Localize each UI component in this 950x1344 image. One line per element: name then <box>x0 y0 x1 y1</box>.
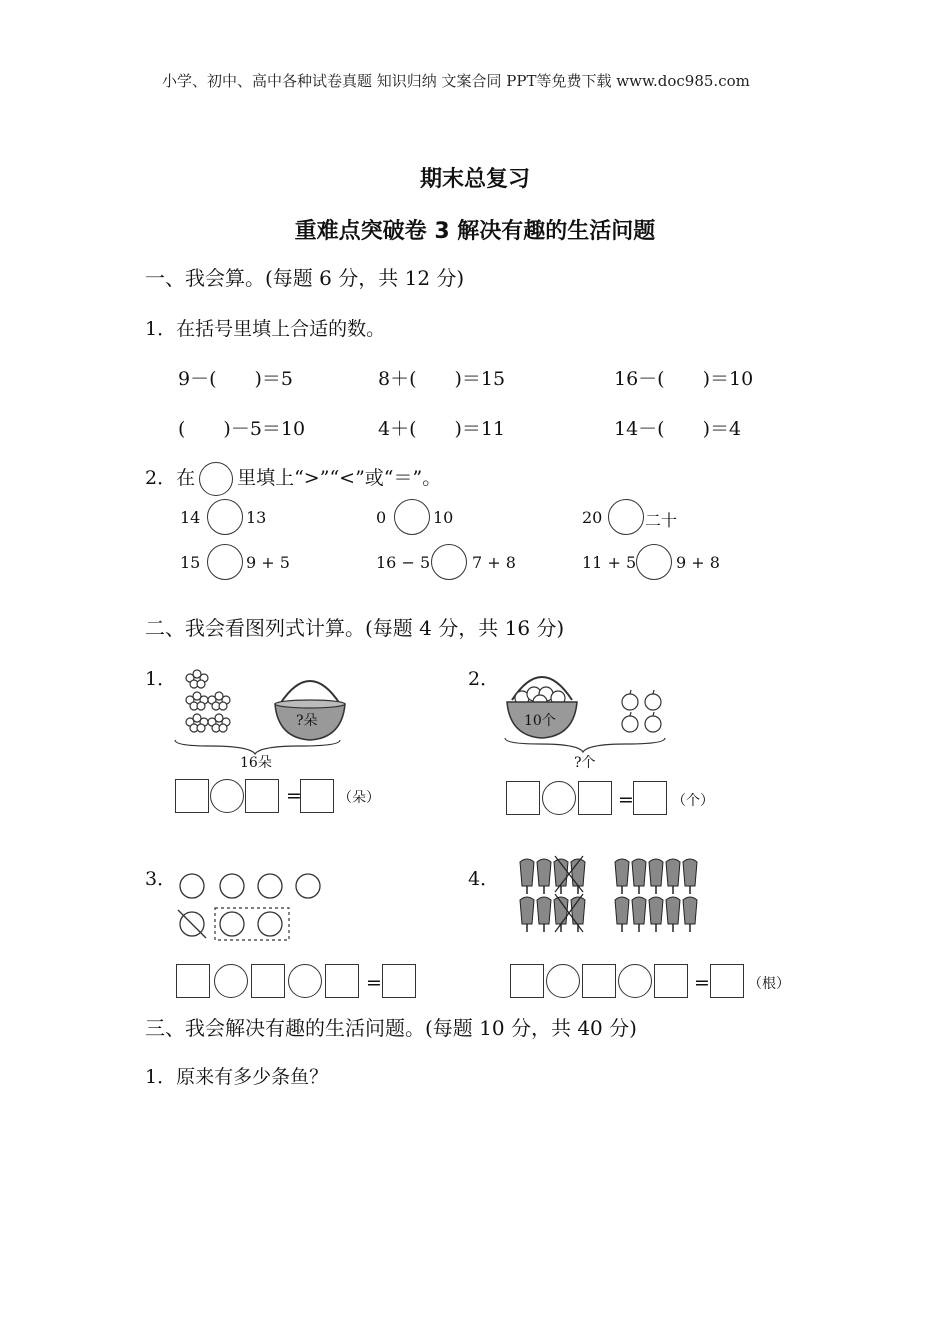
p4-number: 4． <box>468 868 500 890</box>
flower-icon <box>208 692 230 710</box>
flower-icon <box>186 670 208 688</box>
answer-box[interactable] <box>654 964 688 998</box>
s1-q2-label-after: 里填上“>”“<”或“＝”。 <box>237 467 442 489</box>
compare-circle[interactable] <box>608 499 644 535</box>
s1-q1-label: 1．在括号里填上合适的数。 <box>145 318 386 340</box>
s1-q1-r2-c2: 4＋( )＝11 <box>378 418 506 440</box>
cmp-r2-1-left: 15 <box>180 553 201 572</box>
p4-unit: （根） <box>748 976 790 992</box>
p2-number: 2． <box>468 668 500 690</box>
equals-sign: = <box>366 972 382 994</box>
answer-box[interactable] <box>506 781 540 815</box>
p1-number: 1． <box>145 668 177 690</box>
s1-q1-r2-c3: 14－( )＝4 <box>614 418 742 440</box>
s1-q1-r2-c1: ( )－5＝10 <box>178 418 306 440</box>
cmp-r1-3-left: 20 <box>582 508 603 527</box>
answer-box[interactable] <box>300 779 334 813</box>
section-3-heading: 三、我会解决有趣的生活问题。(每题 10 分，共 40 分) <box>145 1016 637 1040</box>
answer-box[interactable] <box>633 781 667 815</box>
answer-box[interactable] <box>245 779 279 813</box>
cmp-r2-2-right: 7 + 8 <box>472 553 516 572</box>
p2-total-label: ?个 <box>574 755 596 771</box>
p2-basket-label: 10个 <box>524 713 556 729</box>
answer-box[interactable] <box>582 964 616 998</box>
compare-circle[interactable] <box>394 499 430 535</box>
cmp-r2-1-right: 9 + 5 <box>246 553 290 572</box>
answer-box[interactable] <box>176 964 210 998</box>
answer-box[interactable] <box>251 964 285 998</box>
operator-circle[interactable] <box>546 964 580 998</box>
answer-box[interactable] <box>578 781 612 815</box>
answer-box[interactable] <box>175 779 209 813</box>
cmp-r2-3-right: 9 + 8 <box>676 553 720 572</box>
p1-unit: （朵） <box>338 790 380 806</box>
cmp-r2-2-left: 16 − 5 <box>376 553 431 572</box>
answer-box[interactable] <box>510 964 544 998</box>
equals-sign: = <box>694 972 710 994</box>
flower-icon <box>186 714 208 732</box>
s1-q1-r1-c2: 8＋( )＝15 <box>378 368 506 390</box>
compare-circle[interactable] <box>431 544 467 580</box>
cmp-r1-1-left: 14 <box>180 508 201 527</box>
operator-circle[interactable] <box>214 964 248 998</box>
equals-sign: = <box>618 789 634 811</box>
section-1-heading: 一、我会算。(每题 6 分，共 12 分) <box>145 266 465 290</box>
equals-sign: = <box>286 785 302 807</box>
flower-icon <box>208 714 230 732</box>
page-subtitle: 重难点突破卷 3 解决有趣的生活问题 <box>294 219 656 244</box>
cmp-r1-2-right: 10 <box>433 508 454 527</box>
s1-q2-label-before: 2．在 <box>145 467 196 489</box>
cmp-r2-3-left: 11 + 5 <box>582 553 637 572</box>
p1-total-label: 16朵 <box>240 755 272 771</box>
answer-circle-example <box>199 462 233 496</box>
cmp-r1-3-right: 二十 <box>645 511 678 530</box>
answer-box[interactable] <box>710 964 744 998</box>
p3-number: 3． <box>145 868 177 890</box>
answer-box[interactable] <box>382 964 416 998</box>
compare-circle[interactable] <box>207 499 243 535</box>
page-title: 期末总复习 <box>419 167 530 192</box>
popsicles-illustration <box>515 854 725 939</box>
section-2-heading: 二、我会看图列式计算。(每题 4 分，共 16 分) <box>145 616 565 640</box>
cmp-r1-2-left: 0 <box>376 508 387 527</box>
operator-circle[interactable] <box>210 779 244 813</box>
s1-q2-label <box>145 462 441 496</box>
s1-q1-r1-c1: 9－( )＝5 <box>178 368 294 390</box>
compare-circle[interactable] <box>636 544 672 580</box>
compare-circle[interactable] <box>207 544 243 580</box>
operator-circle[interactable] <box>542 781 576 815</box>
page-header: 小学、初中、高中各种试卷真题 知识归纳 文案合同 PPT等免费下载 www.doc985.com <box>162 72 750 90</box>
popsicle-icon <box>520 859 697 932</box>
p2-unit: （个） <box>672 793 714 809</box>
s3-q1-label: 1．原来有多少条鱼？ <box>145 1066 329 1088</box>
cmp-r1-1-right: 13 <box>246 508 267 527</box>
circles-illustration <box>170 870 330 945</box>
flower-icon <box>186 692 208 710</box>
p1-basket-label: ?朵 <box>296 713 318 729</box>
operator-circle[interactable] <box>618 964 652 998</box>
answer-box[interactable] <box>325 964 359 998</box>
s1-q1-r1-c3: 16－( )＝10 <box>614 368 754 390</box>
apple-icon <box>622 690 661 732</box>
operator-circle[interactable] <box>288 964 322 998</box>
